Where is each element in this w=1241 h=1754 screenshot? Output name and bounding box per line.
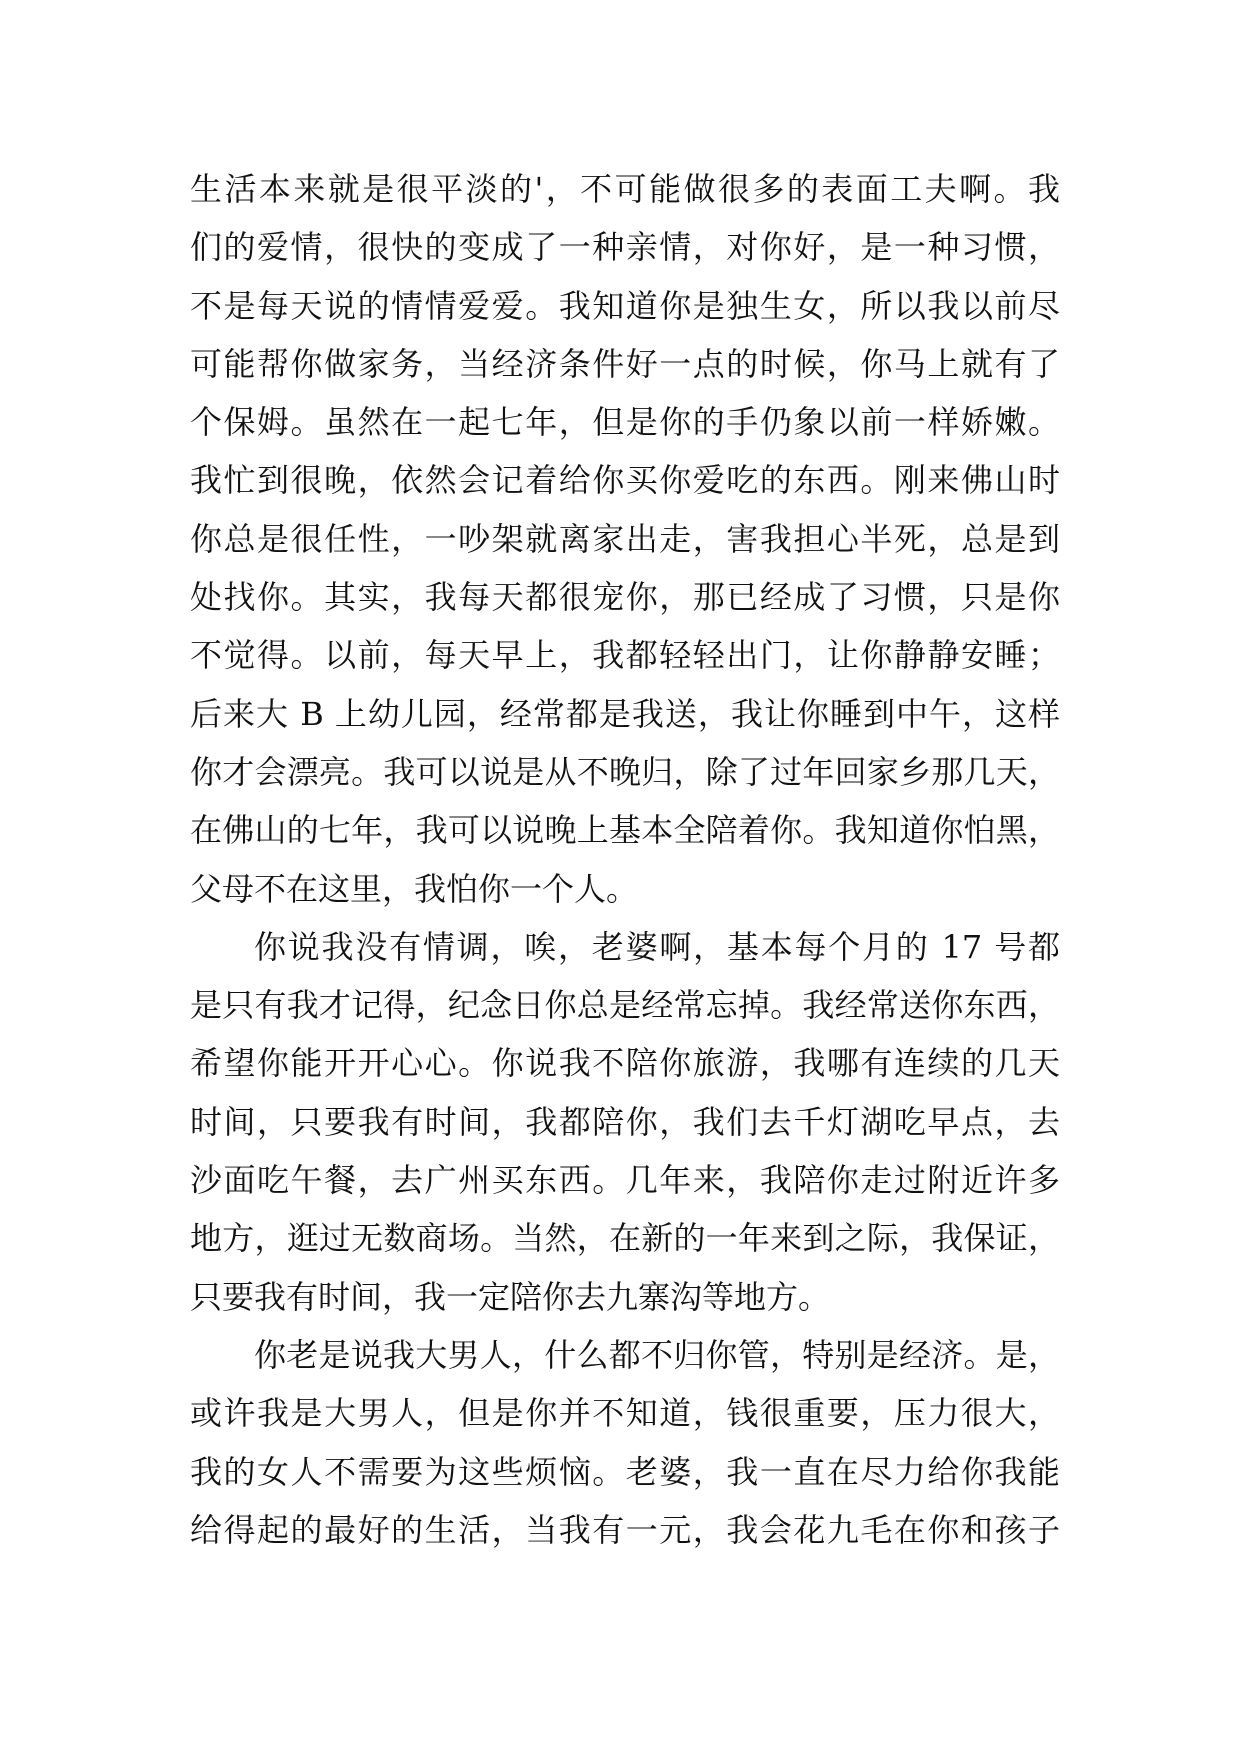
text-line: 或许我是大男人，但是你并不知道，钱很重要，压力很大， bbox=[190, 1394, 1060, 1433]
text-line: 只要我有时间，我一定陪你去九寨沟等地方。 bbox=[190, 1277, 831, 1316]
text-line: 父母不在这里，我怕你一个人。 bbox=[190, 869, 639, 908]
text-line: 沙面吃午餐，去广州买东西。几年来，我陪你走过附近许多 bbox=[190, 1161, 1060, 1200]
text-line: 个保姆。虽然在一起七年，但是你的手仍象以前一样娇嫩。 bbox=[190, 403, 1060, 442]
text-line: 是只有我才记得，纪念日你总是经常忘掉。我经常送你东西， bbox=[190, 986, 1060, 1025]
text-line: 给得起的最好的生活，当我有一元，我会花九毛在你和孩子 bbox=[190, 1510, 1060, 1549]
text-line: 你说我没有情调，唉，老婆啊，基本每个月的 17 号都 bbox=[254, 927, 1060, 966]
text-line: 们的爱情，很快的变成了一种亲情，对你好，是一种习惯， bbox=[190, 228, 1060, 267]
text-line: 后来大 B 上幼儿园，经常都是我送，我让你睡到中午，这样 bbox=[190, 694, 1060, 733]
text-line: 你总是很任性，一吵架就离家出走，害我担心半死，总是到 bbox=[190, 519, 1060, 558]
text-line: 时间，只要我有时间，我都陪你，我们去千灯湖吃早点，去 bbox=[190, 1102, 1060, 1141]
text-line: 不是每天说的情情爱爱。我知道你是独生女，所以我以前尽 bbox=[190, 286, 1060, 325]
text-line: 你老是说我大男人，什么都不归你管，特别是经济。是， bbox=[254, 1335, 1060, 1374]
body-text bbox=[190, 160, 1060, 1559]
text-line: 生活本来就是很平淡的'，不可能做很多的表面工夫啊。我 bbox=[190, 170, 1060, 208]
text-line: 处找你。其实，我每天都很宠你，那已经成了习惯，只是你 bbox=[190, 578, 1060, 617]
text-line: 你才会漂亮。我可以说是从不晚归，除了过年回家乡那几天， bbox=[190, 752, 1060, 791]
text-line: 希望你能开开心心。你说我不陪你旅游，我哪有连续的几天 bbox=[190, 1044, 1060, 1083]
text-line: 我忙到很晚，依然会记着给你买你爱吃的东西。刚来佛山时 bbox=[190, 461, 1060, 500]
text-line: 地方，逛过无数商场。当然，在新的一年来到之际，我保证， bbox=[190, 1219, 1060, 1258]
text-line: 可能帮你做家务，当经济条件好一点的时候，你马上就有了 bbox=[190, 344, 1060, 383]
text-line: 不觉得。以前，每天早上，我都轻轻出门，让你静静安睡； bbox=[190, 636, 1060, 675]
text-line: 我的女人不需要为这些烦恼。老婆，我一直在尽力给你我能 bbox=[190, 1452, 1060, 1491]
text-line: 在佛山的七年，我可以说晚上基本全陪着你。我知道你怕黑， bbox=[190, 811, 1060, 850]
